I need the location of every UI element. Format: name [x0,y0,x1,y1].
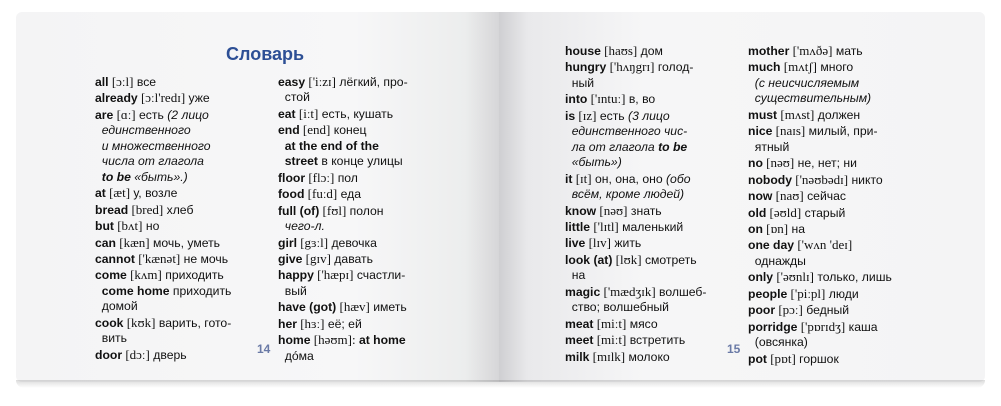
headword: milk [565,349,590,364]
dictionary-line [565,140,740,155]
translation: не мочь [180,251,229,266]
headword: nice [748,124,773,139]
dictionary-line [748,205,918,221]
headword: eat [278,106,296,121]
transcription: [ɑː] [113,106,136,122]
translation: варить, гото- [155,315,232,330]
page-number-left: 14 [257,342,271,356]
headword: live [565,236,586,251]
translation: каша [845,319,878,334]
dictionary-line [278,299,448,315]
headword: little [565,219,591,234]
dictionary-line [748,254,918,269]
transcription: [bʌt] [113,218,143,234]
transcription: [end] [299,122,331,138]
dictionary-line [565,124,740,139]
translation: вить [95,331,127,346]
transcription: ['mʌðə] [789,43,833,58]
headword: cannot [95,251,135,266]
transcription: [nəʊ] [762,155,795,171]
translation: приходить [161,268,224,283]
transcription: [ɪt] [572,170,592,186]
dictionary-line [95,185,267,201]
translation: волшеб- [655,284,707,299]
translation: у, возле [130,186,178,201]
dictionary-line [278,332,448,348]
dictionary-line [278,203,448,219]
translation: сейчас [803,189,846,204]
dictionary-line [278,316,448,332]
transcription: ['lɪtl] [590,218,619,234]
transcription: [nəʊ] [596,202,628,218]
headword: magic [565,284,601,299]
dictionary-line [748,59,918,75]
dictionary-line [95,123,267,138]
headword: home [278,333,311,348]
transcription: [flɔː] [305,169,335,185]
dictionary-line [95,139,267,154]
transcription: [miːt] [593,332,627,348]
phrase-note: to be [658,139,688,154]
dictionary-line [565,219,740,235]
dictionary-line [278,154,448,169]
translation: давать [330,251,373,266]
translation: старый [801,205,846,220]
dictionary-line [278,170,448,186]
dictionary-line [95,154,267,169]
translation: не, нет; ни [794,156,857,171]
headword: door [95,347,123,362]
translation: пол [334,170,358,185]
dictionary-line [565,268,740,283]
translation: дóма [278,348,314,363]
transcription: [gɪv] [302,250,331,266]
headword: can [95,235,117,250]
translation: полон [346,203,384,218]
headword: old [748,205,767,220]
translation: есть [596,108,629,123]
dictionary-line [278,235,448,251]
headword: cook [95,315,124,330]
transcription: [mɪlk] [589,348,626,364]
dictionary-line [565,300,740,315]
headword: is [565,108,576,123]
phrase: at home [355,333,406,348]
dictionary-line [748,286,918,302]
headword: already [95,91,138,106]
page-number-right: 15 [727,342,741,356]
translation: на [788,221,806,236]
note: чего-л. [278,219,325,234]
dictionary-line [278,74,448,90]
translation: жить [610,236,642,251]
translation: горшок [795,351,839,366]
dictionary-line [565,252,740,268]
dictionary-line [748,91,918,106]
headword: meet [565,333,594,348]
dictionary-line [565,203,740,219]
note: (2 лицо [167,107,209,122]
transcription: [haʊs] [600,43,638,58]
translation: дом [637,44,663,58]
transcription: [fʊl] [319,202,347,218]
transcription: ['iːzɪ] [305,74,336,89]
headword: now [748,189,773,204]
phrase-note: to be [95,169,131,184]
transcription: ['piːpl] [787,285,826,301]
note: ла от глагола [565,139,659,154]
dictionary-line [95,107,267,123]
translation: смотреть [641,252,697,267]
transcription: ['hæpɪ] [313,267,354,283]
dictionary-line [95,218,267,234]
translation: конец [330,123,367,138]
translation: только, лишь [813,270,892,285]
dictionary-line [565,349,740,365]
transcription: ['ɪntuː] [587,91,626,107]
dictionary-line [95,315,267,331]
dictionary-line [748,155,918,171]
dictionary-line [748,221,918,237]
translation: дверь [149,347,187,362]
dictionary-line [278,267,448,283]
headword: easy [278,75,306,89]
dictionary-line [565,91,740,107]
transcription: [kʊk] [123,314,156,330]
dictionary-line [95,90,267,106]
translation: приходить [169,283,232,298]
translation: ный [565,75,595,90]
transcription: [ɔːl'redɪ] [137,90,186,106]
dictionary-line [278,106,448,122]
translation: он, она, оно [591,171,666,186]
headword: house [565,44,601,58]
dictionary-line [278,349,448,364]
translation: стой [278,90,310,105]
phrase: come home [95,283,170,298]
dictionary-line [748,302,918,318]
headword: much [748,60,781,75]
translation: девочка [328,235,377,250]
headword: her [278,316,297,331]
dictionary-line [278,139,448,154]
translation: в, во [625,92,656,107]
transcription: [naɪs] [772,123,806,139]
translation: никто [848,172,883,187]
translation: в конце улицы [317,154,403,169]
translation: (овсянка) [748,335,808,350]
right-column-2 [748,43,918,367]
dictionary-line [95,267,267,283]
transcription: ['hʌŋgrɪ] [606,59,655,75]
dictionary-line [278,90,448,105]
dictionary-line [748,319,918,335]
translation: вый [278,283,307,298]
translation: встретить [626,333,686,348]
transcription: [kʌm] [126,267,162,283]
dictionary-line [565,171,740,187]
dictionary-line [278,251,448,267]
headword: mother [748,44,790,58]
translation: маленький [618,219,684,234]
dictionary-line [748,172,918,188]
translation: все [133,75,157,89]
transcription: ['mædʒɪk] [600,283,656,299]
dictionary-line [748,237,918,253]
transcription: [naʊ] [772,188,804,204]
dictionary-line [748,335,918,350]
headword: come [95,268,127,283]
translation: много [816,60,854,75]
book-shadow [16,380,985,388]
note: «быть».) [130,169,188,184]
headword: girl [278,235,297,250]
note: всём, кроме людей) [565,187,685,202]
dictionary-line [278,186,448,202]
transcription: [ɪz] [575,107,597,123]
note: «быть») [565,155,622,170]
headword: into [565,92,588,107]
headword: no [748,156,763,171]
dictionary-line [748,43,918,59]
dictionary-line [565,108,740,124]
dictionary-line [95,331,267,346]
note: (с неисчисляемым [748,75,860,90]
dictionary-line [565,316,740,332]
page-title: Словарь [226,44,305,64]
headword: meat [565,316,594,331]
translation: бедный [802,303,850,318]
transcription: [dɔː] [122,346,150,362]
transcription: [hæv] [336,299,370,315]
dictionary-line [748,188,918,204]
note: числа от глагола [95,154,204,169]
headword: people [748,286,788,301]
headword: at [95,186,106,201]
headword: have (got) [278,300,337,315]
translation: ятный [748,139,790,154]
transcription: [lʊk] [612,251,642,267]
dictionary-line [95,347,267,363]
headword: food [278,187,305,202]
headword: floor [278,170,306,185]
note: единственного [95,123,191,138]
dictionary-line [278,284,448,299]
translation: еда [337,187,362,202]
translation: но [142,219,160,234]
transcription: [hɜː] [296,315,325,331]
headword: pot [748,351,767,366]
dictionary-line [565,155,740,170]
right-column-1 [565,43,740,365]
dictionary-line [748,107,918,123]
dictionary-line [278,122,448,138]
dictionary-line [95,284,267,299]
dictionary-line [565,76,740,91]
headword: poor [748,303,776,318]
translation: милый, при- [805,124,878,139]
headword: must [748,107,778,122]
dictionary-line [565,235,740,251]
transcription: ['kænət] [134,250,181,266]
dictionary-line [565,284,740,300]
dictionary-line [748,76,918,91]
translation: голод- [654,60,694,75]
dictionary-line [95,251,267,267]
transcription: [pɒt] [766,350,796,366]
dictionary-line [565,187,740,202]
transcription: ['pɒrɪdʒ] [797,318,846,334]
transcription: [ɔːl] [108,74,134,89]
left-column-2 [278,74,448,364]
translation: должен [814,107,861,122]
translation: есть [135,107,168,122]
translation: лёгкий, про- [335,75,408,89]
transcription: [miːt] [593,315,627,331]
dictionary-line [278,219,448,234]
translation: мать [832,44,863,58]
transcription: [iːt] [295,105,319,121]
transcription: [pɔː] [775,302,803,318]
headword: bread [95,202,129,217]
transcription: [həʊm]: [310,332,356,348]
dictionary-line [95,202,267,218]
dictionary-line [95,299,267,314]
translation: есть, кушать [318,106,394,121]
translation: знать [627,203,662,218]
translation: мясо [626,316,658,331]
headword: happy [278,268,314,283]
translation: молоко [625,349,670,364]
transcription: [əʊld] [766,204,802,220]
note: (обо [666,171,691,186]
headword: end [278,123,300,138]
dictionary-line [748,140,918,155]
dictionary-line [748,269,918,285]
transcription: [bred] [128,201,164,217]
note: и множественного [95,138,211,153]
translation: ство; волшебный [565,300,669,315]
transcription: ['wʌn 'deɪ] [794,237,853,253]
headword: one day [748,238,795,253]
headword: but [95,219,114,234]
transcription: [mʌtʃ] [780,59,817,75]
headword: it [565,171,573,186]
translation: люди [825,286,859,301]
note: единственного чис- [565,124,688,139]
headword: nobody [748,172,793,187]
transcription: ['nəʊbədɪ] [792,171,849,187]
transcription: [gɜːl] [296,234,329,250]
headword: porridge [748,319,798,334]
transcription: [æt] [105,185,131,201]
headword: all [95,75,109,89]
transcription: [lɪv] [585,235,611,251]
transcription: [fuːd] [304,186,338,202]
dictionary-line [95,74,267,90]
dictionary-line [95,170,267,185]
headword: know [565,203,597,218]
phrase: street [278,154,318,169]
transcription: [mʌst] [777,106,815,122]
headword: are [95,107,114,122]
note: (3 лицо [628,108,670,123]
translation: хлеб [163,202,194,217]
translation: её; ей [324,316,362,331]
transcription: ['əʊnlɪ] [773,269,814,285]
transcription: [kæn] [116,234,150,250]
transcription: [ɒn] [762,220,789,236]
translation: однажды [748,253,806,268]
left-column-1 [95,74,267,363]
dictionary-line [748,123,918,139]
dictionary-line [748,351,918,367]
headword: look (at) [565,252,613,267]
note: существительным) [748,91,872,106]
headword: full (of) [278,203,320,218]
translation: мочь, уметь [149,235,220,250]
headword: only [748,270,774,285]
dictionary-line [95,235,267,251]
translation: домой [95,299,138,314]
translation: счастли- [353,268,406,283]
translation: уже [185,91,210,106]
translation: на [565,268,586,283]
dictionary-line [565,332,740,348]
dictionary-line [565,43,740,59]
headword: on [748,221,763,236]
phrase: at the end of the [278,138,379,153]
headword: hungry [565,60,607,75]
translation: иметь [369,300,407,315]
dictionary-line [565,59,740,75]
headword: give [278,251,303,266]
